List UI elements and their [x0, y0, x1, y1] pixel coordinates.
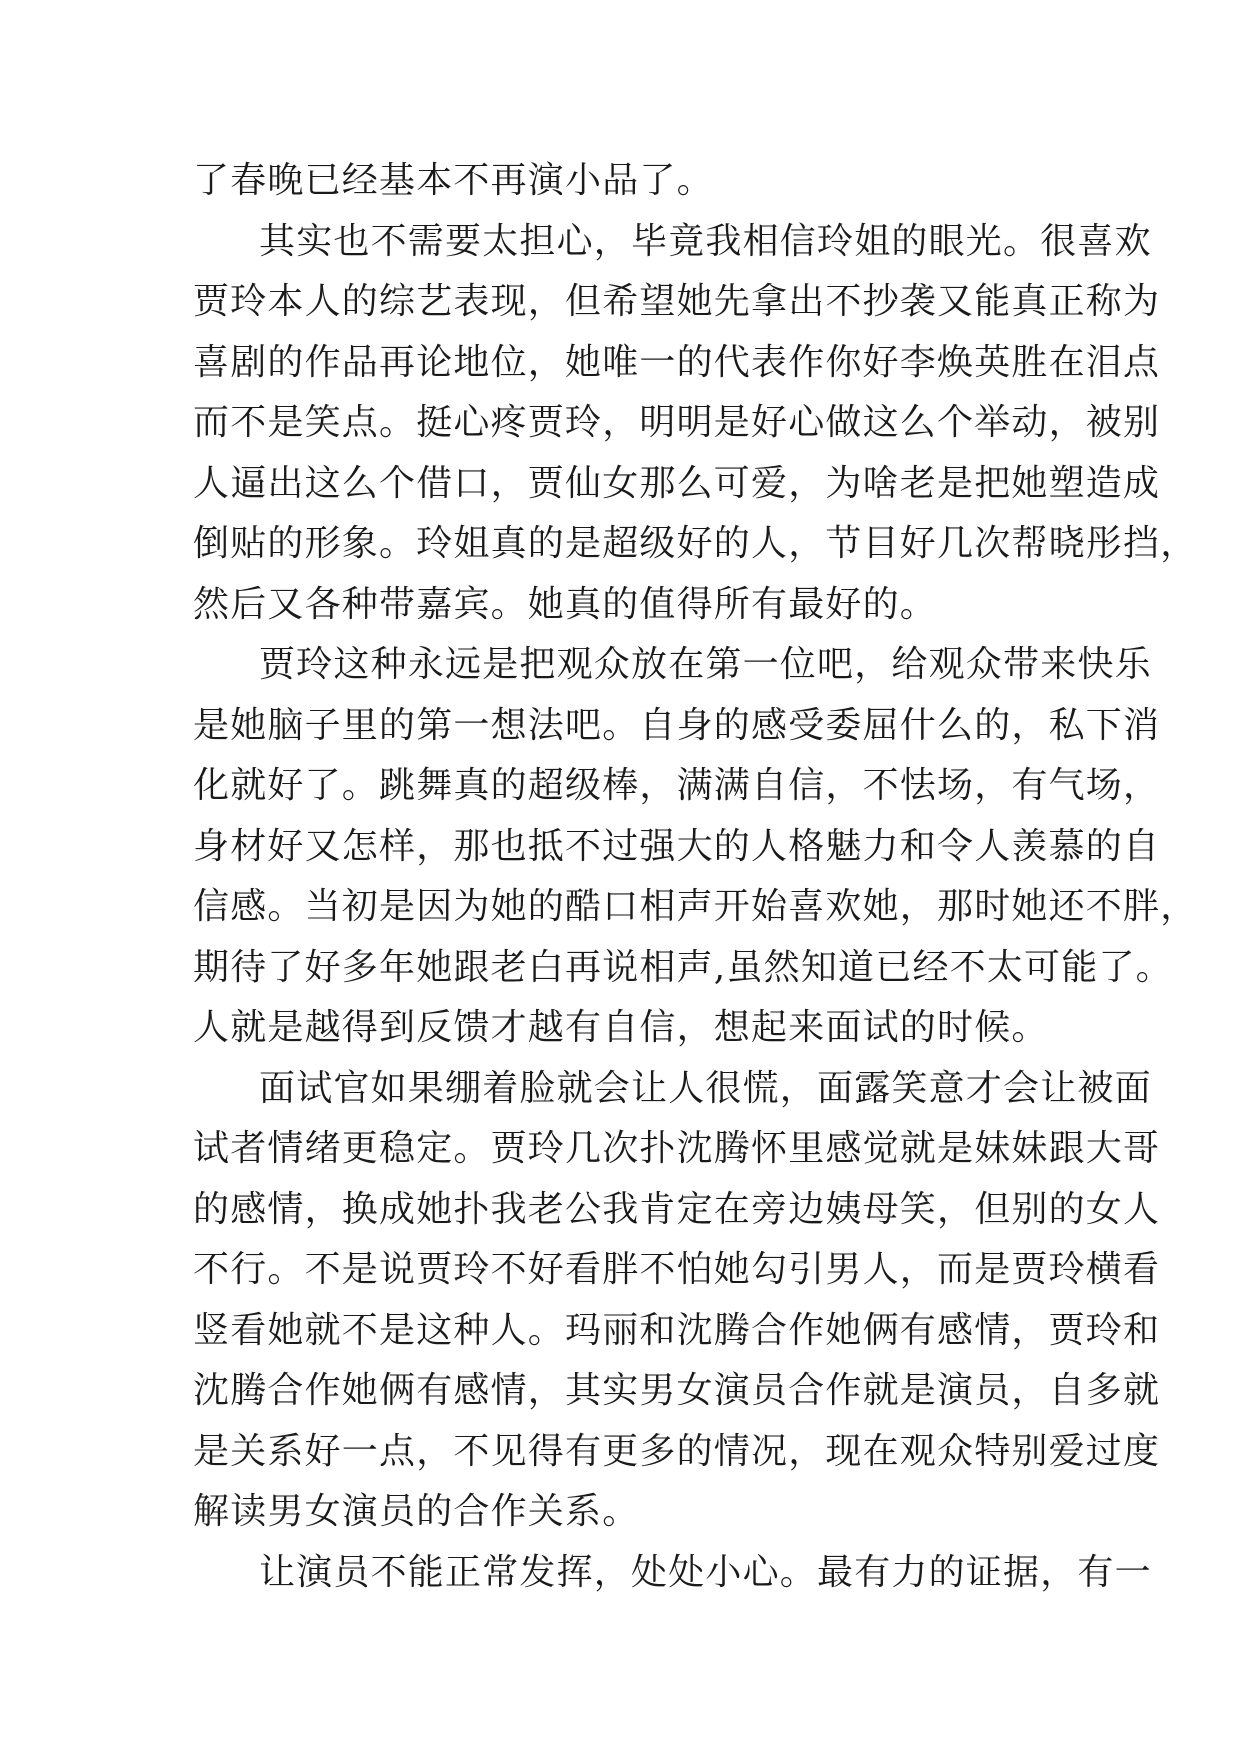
body-text [193, 151, 1198, 1603]
text-line: 信感。当初是因为她的酷口相声开始喜欢她，那时她还不胖， [193, 886, 1198, 927]
text-line: 化就好了。跳舞真的超级棒，满满自信，不怯场，有气场， [193, 765, 1161, 806]
text-line: 沈腾合作她俩有感情，其实男女演员合作就是演员，自多就 [193, 1370, 1161, 1411]
text-line: 试者情绪更稳定。贾玲几次扑沈腾怀里感觉就是妹妹跟大哥 [193, 1128, 1161, 1169]
text-line: 身材好又怎样，那也抵不过强大的人格魅力和令人羡慕的自 [193, 825, 1161, 867]
text-line: 而不是笑点。挺心疼贾玲，明明是好心做这么个举动，被别 [193, 402, 1161, 443]
text-line: 贾玲本人的综艺表现，但希望她先拿出不抄袭又能真正称为 [193, 281, 1161, 322]
text-line: 人就是越得到反馈才越有自信，想起来面试的时候。 [193, 1007, 1049, 1048]
text-line: 竖看她就不是这种人。玛丽和沈腾合作她俩有感情，贾玲和 [193, 1309, 1161, 1351]
text-line: 倒贴的形象。玲姐真的是超级好的人，节目好几次帮晓彤挡， [193, 523, 1198, 564]
text-line: 贾玲这种永远是把观众放在第一位吧，给观众带来快乐 [259, 644, 1152, 685]
text-line: 人逼出这么个借口，贾仙女那么可爱，为啥老是把她塑造成 [193, 462, 1161, 504]
text-line: 解读男女演员的合作关系。 [193, 1491, 640, 1532]
text-line: 然后又各种带嘉宾。她真的值得所有最好的。 [193, 583, 938, 625]
text-line: 面试官如果绷着脸就会让人很慌，面露笑意才会让被面 [259, 1067, 1152, 1109]
text-line: 是她脑子里的第一想法吧。自身的感受委屈什么的，私下消 [193, 704, 1161, 746]
text-line: 让演员不能正常发挥，处处小心。最有力的证据，有一 [259, 1551, 1152, 1593]
text-line: 是关系好一点，不见得有更多的情况，现在观众特别爱过度 [193, 1430, 1161, 1472]
text-line: 的感情，换成她扑我老公我肯定在旁边姨母笑，但别的女人 [193, 1188, 1161, 1230]
text-line: 了春晚已经基本不再演小品了。 [193, 160, 714, 201]
text-line: 期待了好多年她跟老白再说相声,虽然知道已经不太可能了。 [193, 946, 1173, 988]
text-line: 喜剧的作品再论地位，她唯一的代表作你好李焕英胜在泪点 [193, 341, 1161, 383]
text-line: 不行。不是说贾玲不好看胖不怕她勾引男人，而是贾玲横看 [193, 1249, 1161, 1290]
text-line: 其实也不需要太担心，毕竟我相信玲姐的眼光。很喜欢 [259, 220, 1152, 262]
